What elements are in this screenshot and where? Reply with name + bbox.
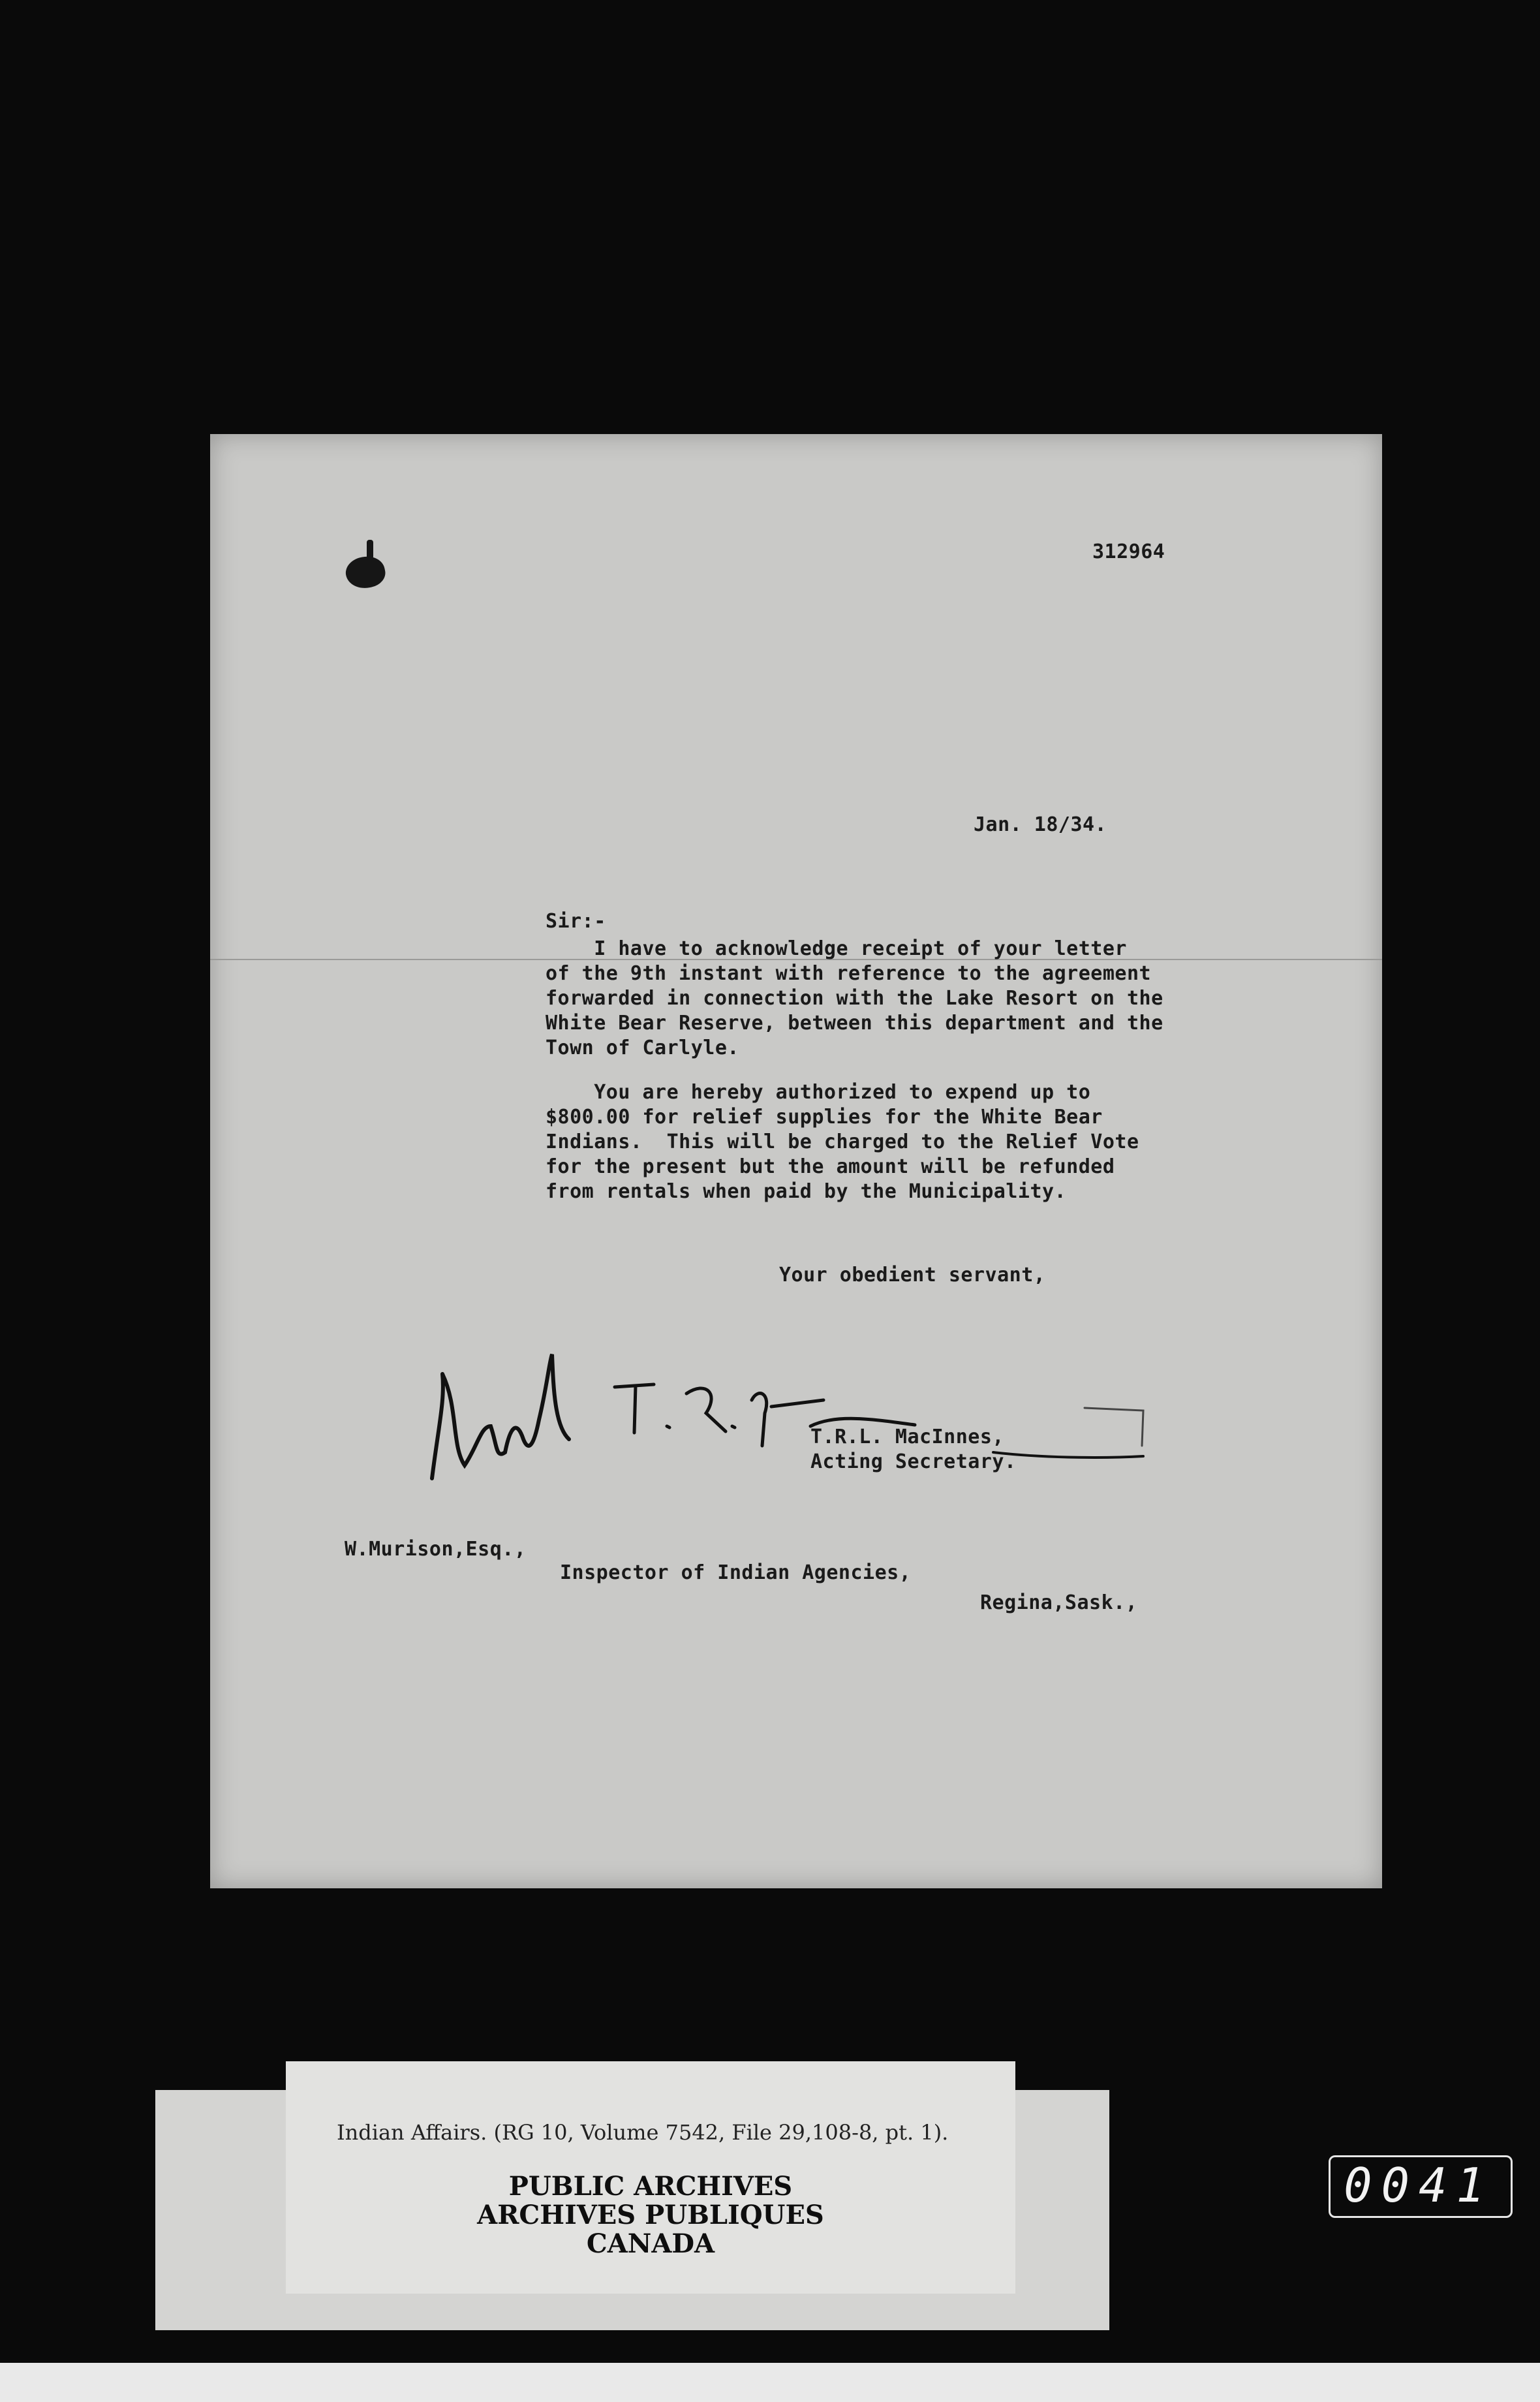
salutation: Sir:- [546,910,606,933]
complimentary-close: Your obedient servant, [779,1264,1046,1287]
archive-name-french: ARCHIVES PUBLIQUES [477,2200,824,2230]
punch-hole [343,553,388,591]
signature-flourish [1085,1408,1143,1446]
body-paragraph-1: I have to acknowledge receipt of your letter of the 9th instant with reference to the agreement forwarded in connection with the Lake Resort on the White Bear Reserve, between this department and the Town of Carlyle. [546,937,1163,1059]
letter-page [210,434,1382,1888]
addressee-title: Inspector of Indian Agencies, [560,1561,912,1584]
film-edge [0,2363,1540,2402]
body-paragraph-2: You are hereby authorized to expend up to $800.00 for relief supplies for the White Bear Indians. This will be charged to the Relief Vote for the present but the amount will be refunded from rentals when paid by the Municipality. [546,1081,1139,1203]
signatory-title: Acting Secretary. [810,1450,1017,1473]
addressee-name: W.Murison,Esq., [345,1538,527,1561]
letter-date: Jan. 18/34. [974,813,1107,836]
archive-reference: Indian Affairs. (RG 10, Volume 7542, File 29,108-8, pt. 1). [337,2120,949,2145]
archive-name-english: PUBLIC ARCHIVES [508,2171,793,2202]
archive-country: CANADA [586,2228,715,2259]
file-number: 312964 [1092,540,1165,563]
signature-initials-left [432,1354,569,1478]
signatory-name: T.R.L. MacInnes, [810,1426,1004,1448]
frame-number: 0041 [1344,2158,1494,2213]
addressee-location: Regina,Sask., [980,1591,1138,1614]
